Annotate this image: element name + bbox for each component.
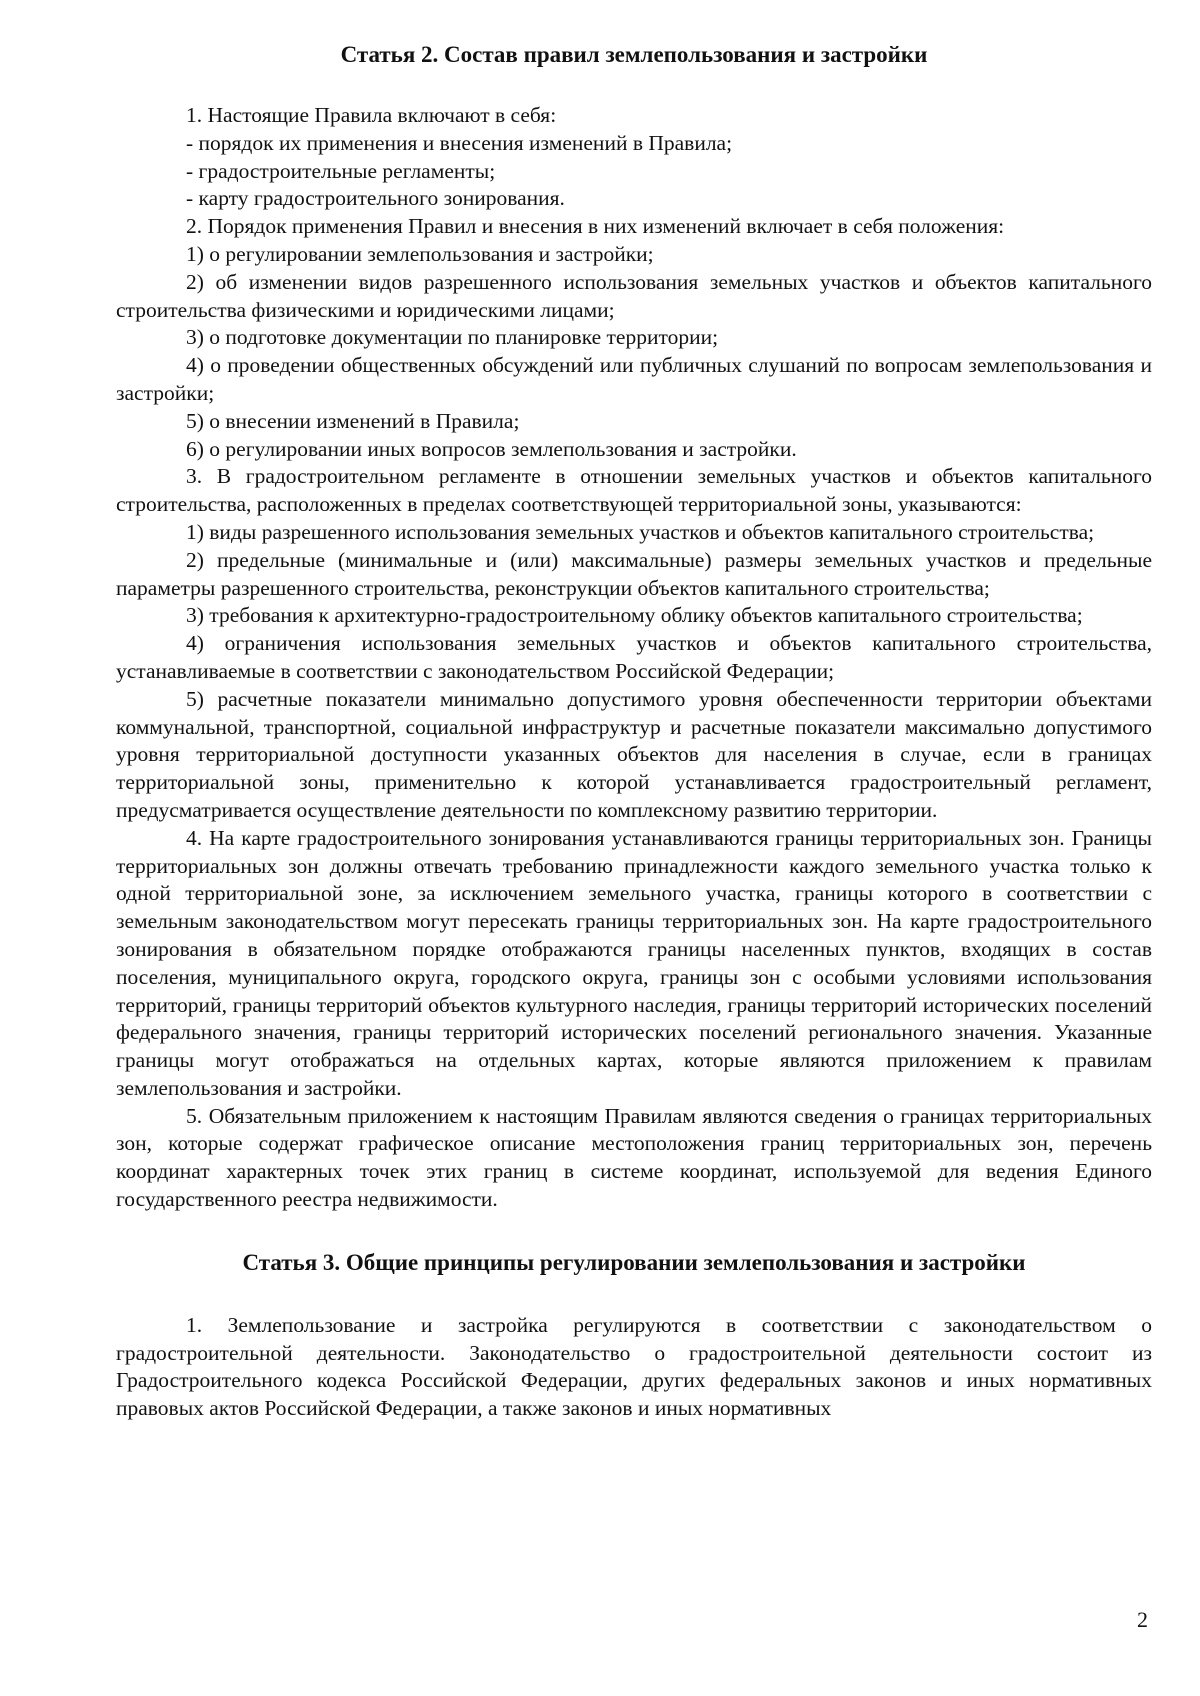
document-page bbox=[116, 40, 1152, 1423]
article-2-heading: Статья 2. Состав правил землепользования и застройки bbox=[340, 42, 928, 67]
article-2-paragraph: 1. Настоящие Правила включают в себя: bbox=[186, 103, 557, 127]
article-2-body bbox=[116, 102, 1152, 1214]
article-2-paragraph: 4) ограничения использования земельных участков и объектов капитального строительства, устанавливаемые в соответствии с законодательством Российской Федерации; bbox=[116, 631, 1152, 683]
article-2-paragraph: 3) о подготовке документации по планировке территории; bbox=[186, 325, 719, 350]
article-2-paragraph: 4. На карте градостроительного зонирования устанавливаются границы территориальных зон. Границы территориальных зон должны отвечать требованию принадлежности каждого земельного участка только к одной территориальной зоне, за исключением земельного участка, границы которого в соответствии с земельным законодательством могут пересекать границы территориальных зон. На карте градостроительного зонирования в обязательном порядке отображаются границы населенных пунктов, входящих в состав поселения, муниципального округа, городского округа, границы зон с особыми условиями использования территорий, границы территорий объектов культурного наследия, границы территорий исторических поселений федерального значения, границы территорий исторических поселений регионального значения. Указанные границы могут отображаться на отдельных картах, которые являются приложением к правилам землепользования и застройки. bbox=[116, 825, 1152, 1100]
article-2-paragraph: 2) об изменении видов разрешенного использования земельных участков и объектов капитального строительства физическими и юридическими лицами; bbox=[116, 269, 1152, 322]
article-2-paragraph: 5. Обязательным приложением к настоящим Правилам являются сведения о границах территориальных зон, которые содержат графическое описание местоположения границ территориальных зон, перечень координат характерных точек этих границ в системе координат, используемой для ведения Единого государственного реестра недвижимости. bbox=[116, 1103, 1152, 1212]
article-2-paragraph: 4) о проведении общественных обсуждений или публичных слушаний по вопросам землепользования и застройки; bbox=[116, 353, 1152, 405]
article-2-paragraph: 2. Порядок применения Правил и внесения в них изменений включает в себя положения: bbox=[186, 214, 1005, 239]
article-2-paragraph: 6) о регулировании иных вопросов землепользования и застройки. bbox=[186, 436, 797, 461]
article-2-paragraph: - порядок их применения и внесения изменений в Правила; bbox=[186, 130, 733, 155]
article-3-body bbox=[116, 1312, 1152, 1423]
article-2-paragraph: 2) предельные (минимальные и (или) максимальные) размеры земельных участков и предельные параметры разрешенного строительства, реконструкции объектов капитального строительства; bbox=[116, 547, 1152, 600]
article-2-paragraph: 5) о внесении изменений в Правила; bbox=[186, 408, 520, 433]
article-2-paragraph: 3. В градостроительном регламенте в отношении земельных участков и объектов капитального строительства, расположенных в пределах соответствующей территориальной зоны, указываются: bbox=[116, 464, 1152, 517]
article-2-paragraph: - градостроительные регламенты; bbox=[186, 158, 496, 183]
article-2-paragraph: 3) требования к архитектурно-градостроительному облику объектов капитального строительства; bbox=[186, 603, 1083, 628]
article-2-paragraph: - карту градостроительного зонирования. bbox=[186, 186, 565, 211]
article-2-paragraph: 1) о регулировании землепользования и застройки; bbox=[186, 241, 654, 266]
article-3-heading: Статья 3. Общие принципы регулировании землепользования и застройки bbox=[242, 1249, 1026, 1275]
article-2-paragraph: 1) виды разрешенного использования земельных участков и объектов капитального строительства; bbox=[186, 519, 1095, 544]
article-2-paragraph: 5) расчетные показатели минимально допустимого уровня обеспеченности территории объектами коммунальной, транспортной, социальной инфраструктур и расчетные показатели максимально допустимого уровня территориальной доступности указанных объектов для населения в случае, если в границах территориальной зоны, применительно к которой устанавливается градостроительный регламент, предусматривается осуществление деятельности по комплексному развитию территории. bbox=[116, 686, 1152, 822]
page-number: 2 bbox=[1137, 1607, 1148, 1632]
article-3-paragraph: 1. Землепользование и застройка регулируются в соответствии с законодательством о градостроительной деятельности. Законодательство о градостроительной деятельности состоит из Градостроительного кодекса Российской Федерации, других федеральных законов и иных нормативных правовых актов Российской Федерации, а также законов и иных нормативных bbox=[116, 1312, 1152, 1421]
